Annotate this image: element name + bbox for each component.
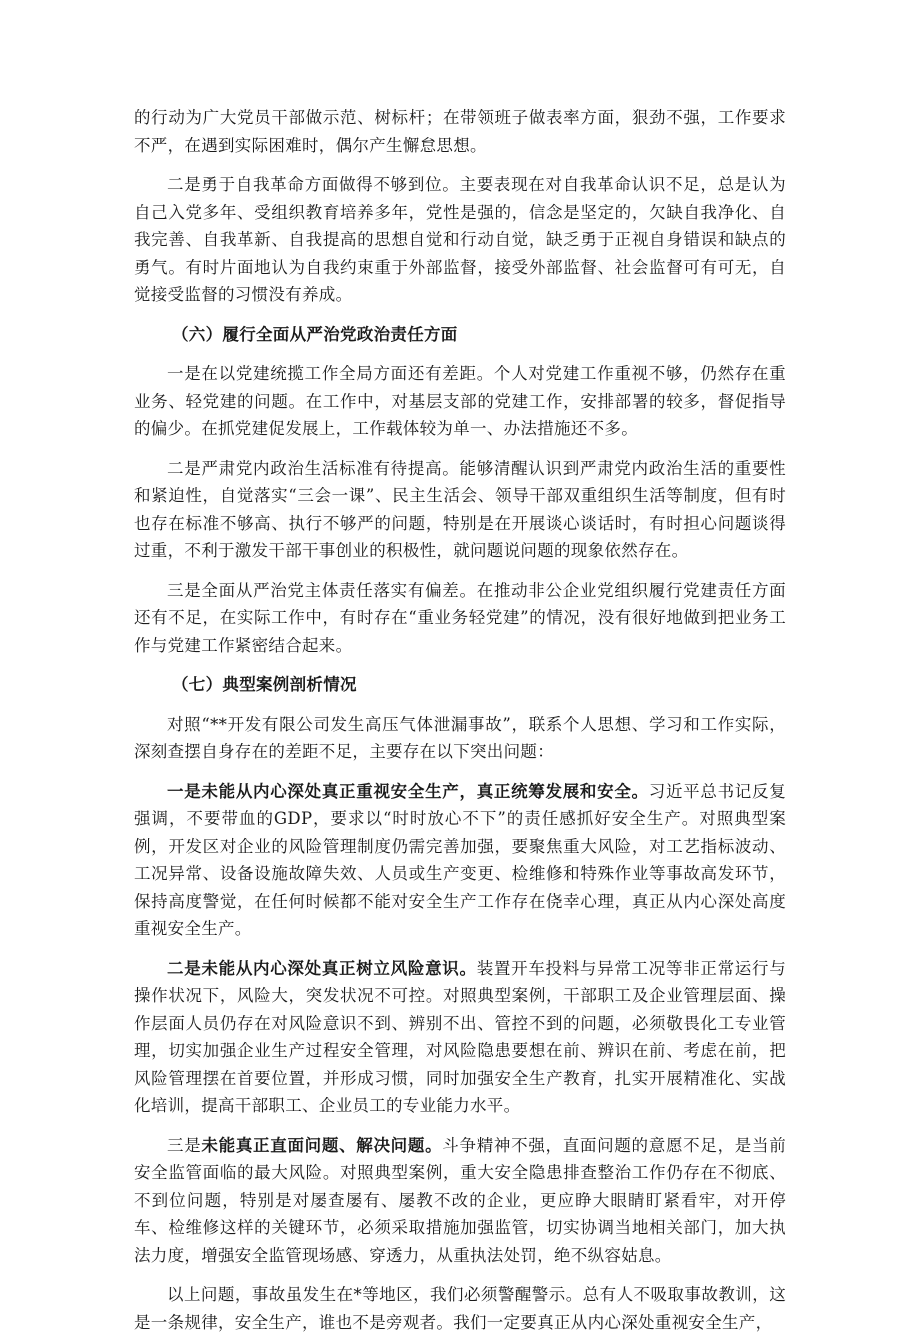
section-heading-7: （七）典型案例剖析情况	[172, 675, 357, 694]
paragraph-political-life: 二是严肃党内政治生活标准有待提高。能够清醒认识到严肃党内政治生活的重要性和紧迫性，自觉落实“三会一课”、民主生活会、领导干部双重组织生活等制度，但有时也存在标准不够高、执行不够严的问题，特别是在开展谈心谈话时，有时担心问题谈得过重，不利于激发干部干事创业的积极性，就问题说问题的现象依然存在。	[134, 458, 786, 560]
bold-lead: 未能真正直面问题、解决问题。	[201, 1135, 443, 1155]
paragraph-body: 习近平总书记反复强调，不要带血的GDP，要求以“时时放心不下”的责任感抓好安全生产。对照典型案例，开发区对企业的风险管理制度仍需完善加强，要聚焦重大风险，对工艺指标波动、工况异常、设备设施故障失效、人员或生产变更、检维修和特殊作业等事故高发环节，保持高度警觉，在任何时候都不能对安全生产工作存在侥幸心理，真正从内心深处高度重视安全生产。	[134, 781, 786, 938]
paragraph-continuation: 的行动为广大党员干部做示范、树标杆；在带领班子做表率方面，狠劲不强，工作要求不严，在遇到实际困难时，偶尔产生懈怠思想。	[134, 108, 786, 155]
paragraph-party-building: 一是在以党建统揽工作全局方面还有差距。个人对党建工作重视不够，仍然存在重业务、轻党建的问题。在工作中，对基层支部的党建工作，安排部署的较多，督促指导的偏少。在抓党建促发展上，工作载体较为单一、办法措施还不多。	[134, 364, 786, 438]
paragraph-responsibility: 三是全面从严治党主体责任落实有偏差。在推动非公企业党组织履行党建责任方面还有不足，在实际工作中，有时存在“重业务轻党建”的情况，没有很好地做到把业务工作与党建工作紧密结合起来。	[134, 580, 786, 655]
paragraph-prefix: 三是	[167, 1135, 202, 1155]
paragraph-face-problems	[134, 1132, 786, 1270]
paragraph-conclusion: 以上问题，事故虽发生在*等地区，我们必须警醒警示。总有人不吸取事故教训，这是一条规律，安全生产，谁也不是旁观者。我们一定要真正从内心深处重视安全生产，	[134, 1285, 786, 1332]
bold-lead: 二是未能从内心深处真正树立风险意识。	[167, 958, 477, 978]
paragraph-case-intro: 对照“**开发有限公司发生高压气体泄漏事故”，联系个人思想、学习和工作实际，深刻查摆自身存在的差距不足，主要存在以下突出问题：	[134, 714, 786, 761]
paragraph-self-revolution: 二是勇于自我革命方面做得不够到位。主要表现在对自我革命认识不足，总是认为自己入党多年、受组织教育培养多年，党性是强的，信念是坚定的，欠缺自我净化、自我完善、自我革新、自我提高的思想自觉和行动自觉，缺乏勇于正视自身错误和缺点的勇气。有时片面地认为自我约束重于外部监督，接受外部监督、社会监督可有可无，自觉接受监督的习惯没有养成。	[134, 175, 786, 304]
section-heading-6: （六）履行全面从严治党政治责任方面	[172, 324, 458, 344]
paragraph-safety-production	[134, 778, 786, 943]
bold-lead: 一是未能从内心深处真正重视安全生产，真正统筹发展和安全。	[167, 781, 649, 801]
paragraph-body: 装置开车投料与异常工况等非正常运行与操作状况下，风险大，突发状况不可控。对照典型案例，干部职工及企业管理层面、操作层面人员仍存在对风险意识不到、辨别不出、管控不到的问题，必须敬畏化工专业管理，切实加强企业生产过程安全管理，对风险隐患要想在前、辨识在前、考虑在前，把风险管理摆在首要位置，并形成习惯，同时加强安全生产教育，扎实开展精准化、实战化培训，提高干部职工、企业员工的专业能力水平。	[134, 958, 786, 1115]
paragraph-body: 斗争精神不强，直面问题的意愿不足，是当前安全监管面临的最大风险。对照典型案例，重大安全隐患排查整治工作仍存在不彻底、不到位问题，特别是对屡查屡有、屡教不改的企业，更应睁大眼睛盯紧看牢，对开停车、检维修这样的关键环节，必须采取措施加强监管，切实协调当地相关部门，加大执法力度，增强安全监管现场感、穿透力，从重执法处罚，绝不纵容姑息。	[134, 1135, 786, 1265]
paragraph-risk-awareness	[134, 955, 786, 1120]
